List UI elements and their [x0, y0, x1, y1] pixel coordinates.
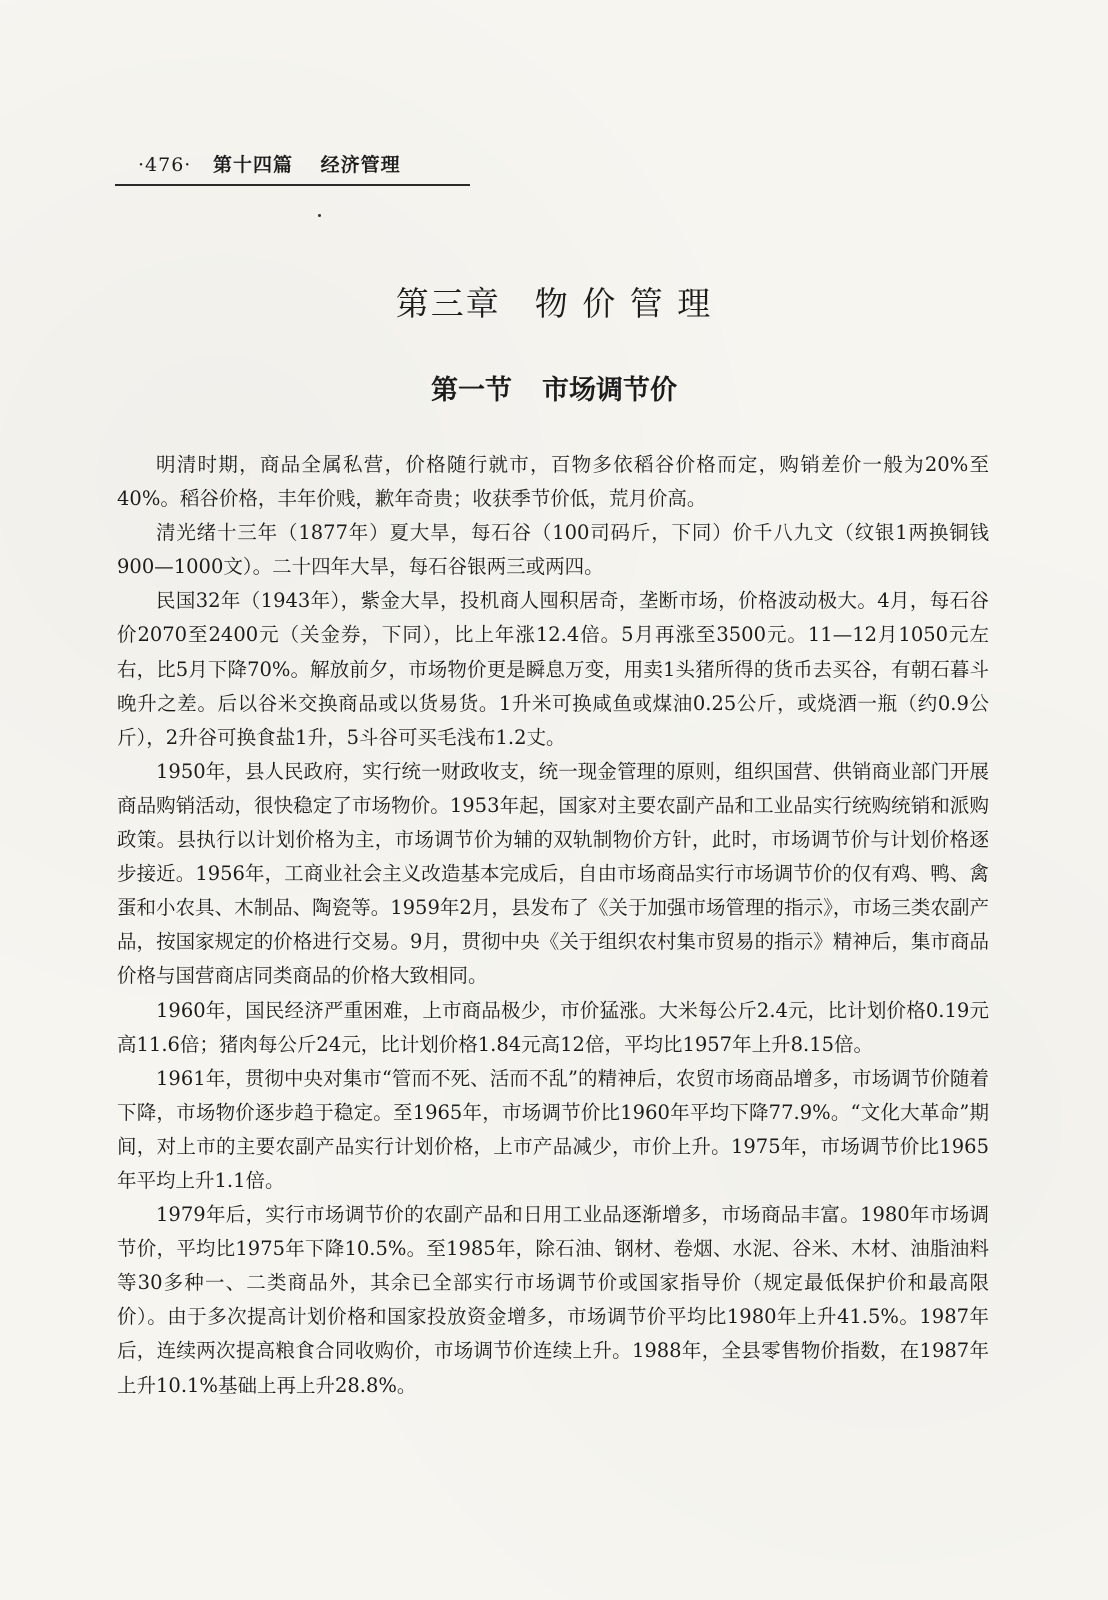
- paragraph: 明清时期，商品全属私营，价格随行就市，百物多依稻谷价格而定，购销差价一般为20%至40%。稻谷价格，丰年价贱，歉年奇贵；收获季节价低，荒月价高。: [117, 453, 989, 511]
- body-text: [117, 448, 989, 1403]
- paragraph: 1960年，国民经济严重困难，上市商品极少，市价猛涨。大米每公斤2.4元，比计划价格0.19元高11.6倍；猪肉每公斤24元，比计划价格1.84元高12倍，平均比1957年上升8.15倍。: [117, 998, 989, 1056]
- speck: [318, 214, 321, 217]
- paragraph: 1961年，贯彻中央对集市“管而不死、活而不乱”的精神后，农贸市场商品增多，市场调节价随着下降，市场物价逐步趋于稳定。至1965年，市场调节价比1960年平均下降77.9%。“文化大革命”期间，对上市的主要农副产品实行计划价格，上市产品减少，市价上升。1975年，市场调节价比1965年平均上升1.1倍。: [117, 1066, 989, 1192]
- chapter-number: 第三章: [395, 284, 501, 323]
- paragraph: 清光绪十三年（1877年）夏大旱，每石谷（100司码斤，下同）价千八九文（纹银1两换铜钱900—1000文）。二十四年大旱，每石谷银两三或两四。: [117, 521, 989, 579]
- section-number: 第一节: [431, 375, 512, 406]
- page-number: ·476·: [138, 154, 192, 176]
- chapter-name: 物 价 管 理: [534, 284, 713, 323]
- header-rule: [115, 184, 470, 186]
- section-title: [0, 368, 1108, 407]
- paragraph: 1950年，县人民政府，实行统一财政收支，统一现金管理的原则，组织国营、供销商业部门开展商品购销活动，很快稳定了市场物价。1953年起，国家对主要农副产品和工业品实行统购统销和派购政策。县执行以计划价格为主，市场调节价为辅的双轨制物价方针，此时，市场调节价与计划价格逐步接近。1956年，工商业社会主义改造基本完成后，自由市场商品实行市场调节价的仅有鸡、鸭、禽蛋和小农具、木制品、陶瓷等。1959年2月，县发布了《关于加强市场管理的指示》，市场三类农副产品，按国家规定的价格进行交易。9月，贯彻中央《关于组织农村集市贸易的指示》精神后，集市商品价格与国营商店同类商品的价格大致相同。: [117, 759, 989, 988]
- paragraph: 民国32年（1943年），紫金大旱，投机商人囤积居奇，垄断市场，价格波动极大。4月，每石谷价2070至2400元（关金券，下同），比上年涨12.4倍。5月再涨至3500元。11—12月1050元左右，比5月下降70%。解放前夕，市场物价更是瞬息万变，用卖1头猪所得的货币去买谷，有朝石暮斗晚升之差。后以谷米交换商品或以货易货。1升米可换咸鱼或煤油0.25公斤，或烧酒一瓶（约0.9公斤），2升谷可换食盐1升，5斗谷可买毛浅布1.2丈。: [117, 589, 989, 749]
- running-header: [138, 150, 401, 177]
- paragraph: 1979年后，实行市场调节价的农副产品和日用工业品逐渐增多，市场商品丰富。1980年市场调节价，平均比1975年下降10.5%。至1985年，除石油、钢材、卷烟、水泥、谷米、木材、油脂油料等30多种一、二类商品外，其余已全部实行市场调节价或国家指导价（规定最低保护价和最高限价）。由于多次提高计划价格和国家投放资金增多，市场调节价平均比1980年上升41.5%。1987年后，连续两次提高粮食合同收购价，市场调节价连续上升。1988年，全县零售物价指数，在1987年上升10.1%基础上再上升28.8%。: [117, 1203, 989, 1397]
- section-name: 市场调节价: [542, 375, 677, 406]
- chapter-title: [0, 278, 1108, 325]
- part-number: 第十四篇: [212, 154, 293, 176]
- part-title: 经济管理: [320, 154, 401, 176]
